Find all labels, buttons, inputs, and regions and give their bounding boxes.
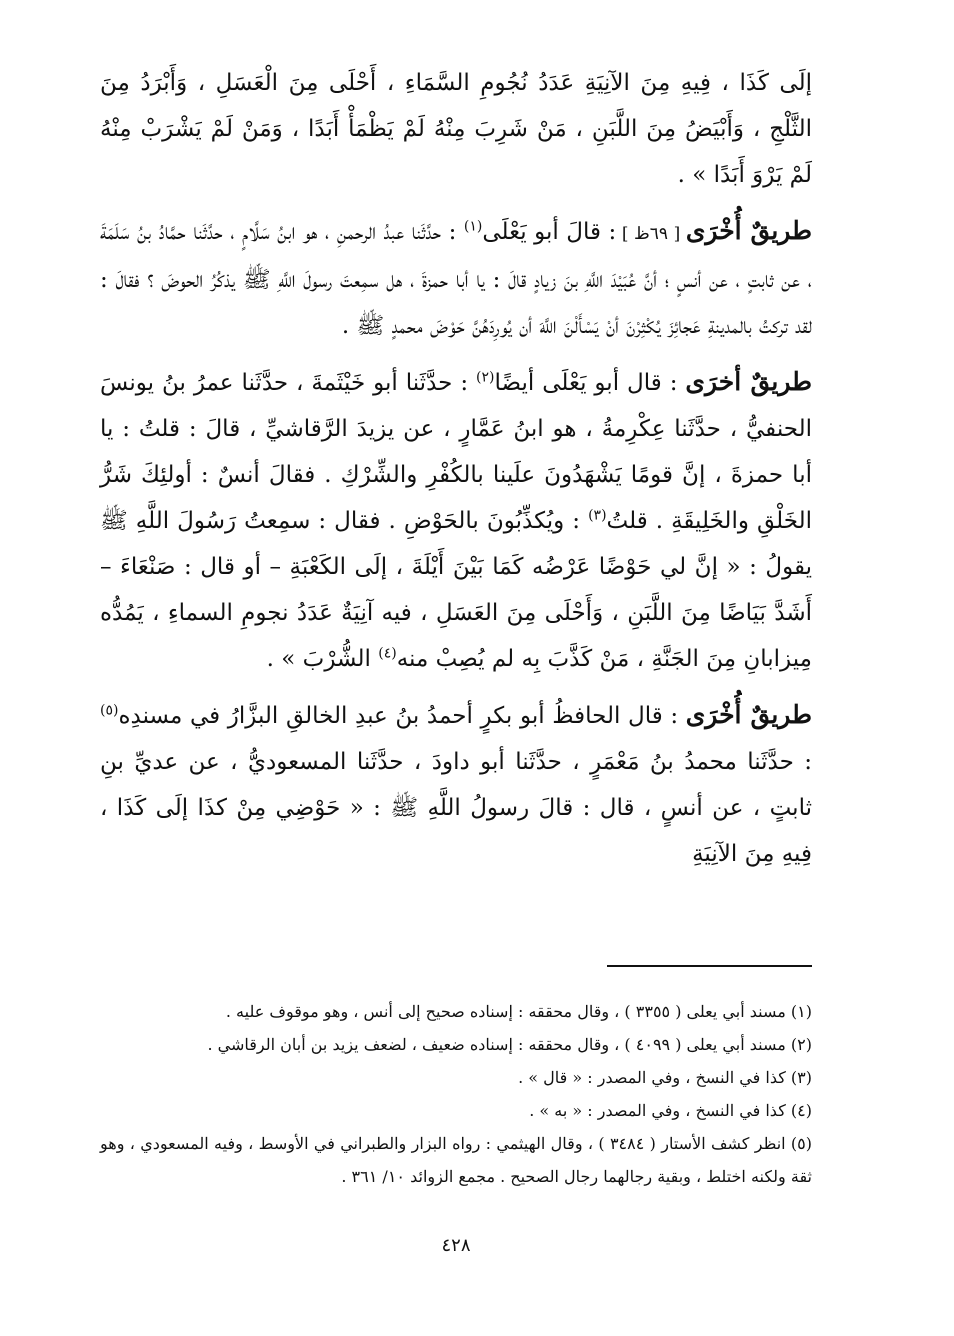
footnote-3: (٣) كذا في النسخ ، وفي المصدر : « قال » . [518, 1068, 812, 1087]
paragraph-3 [100, 359, 812, 682]
footnote-2: (٢) مسند أبي يعلى ( ٤٠٩٩ ) ، وقال محققه : إسناده ضعيف ، لضعف يزيد بن أبان الرقاشي . [207, 1035, 812, 1054]
paragraph-heading: طريقٌ أخرَى [685, 367, 813, 396]
paragraph-text: الشُّرْبَ » . [266, 646, 379, 672]
paragraph-text: : حدَّثَنا أبو خَيْثَمةَ ، حدَّثَنا عمرُ بنُ يونسَ الحنفيُّ ، حدَّثَنا عِكْرِمةُ ، هو ابنُ عَمَّارٍ ، عن يزيدَ الرَّقاشيِّ ، قالَ : قلتُ : يا أبا حمزةَ ، إنَّ قومًا يَشْهَدُونَ علَينا بالكُفْرِ والشِّرْكِ . فقالَ أنسٌ : أولئِكَ شَرُّ الخَلْقِ والخَلِيقَةِ . قلتُ [100, 370, 812, 534]
paragraph-text: : حدَّثَنا عبدُ الرحمنِ ، هو ابنُ سَلَّامٍ ، حدَّثَنا حمَّادُ بنُ سَلَمَةَ ، عن ثابتٍ ، عن أنسٍ ؛ أنَّ عُبَيْدَ اللَّهِ بنَ زيادٍ قالَ : يا أبا حمزةَ ، هل سمِعتَ رسولَ اللَّهِ ﷺ يذكُرُ الحوضَ ؟ فقالَ : لقد تركتُ بالمدينةِ عَجائِزَ يُكْثِرْنَ أنْ يَسْأَلْنَ اللَّهَ أن يُورِدَهُنَّ حَوْضَ محمدٍ ﷺ . [100, 219, 812, 339]
paragraph-text: : قال الحافظُ أبو بكرٍ أحمدُ بنُ عبدِ الخالقِ البزَّارُ في مسندِه [118, 703, 686, 729]
footnote-ref-2[interactable]: (٢) [476, 369, 495, 386]
paragraph-4 [100, 692, 812, 877]
main-text [100, 60, 812, 877]
footnote-ref-1[interactable]: (١) [463, 218, 483, 235]
page-number: ٤٢٨ [441, 1235, 471, 1256]
paragraph-text: : قالَ أبو يَعْلَى [482, 219, 617, 245]
paragraph-2 [100, 208, 812, 349]
footnote-ref-5[interactable]: (٥) [100, 702, 119, 719]
paragraph-heading: طريقٌ أُخْرَى [685, 216, 812, 245]
paragraph-heading: طريقٌ أُخْرَى [685, 700, 813, 729]
paragraph-text: : حدَّثَنا محمدُ بنُ مَعْمَرٍ ، حدَّثَنا أبو داودَ ، حدَّثَنا المسعوديُّ ، عن عديِّ بنِ ثابتٍ ، عن أنسٍ ، قال : قالَ رسولُ اللَّهِ ﷺ : « حَوْضِي مِنْ كذَا إلَى كَذَا ، فِيهِ مِنَ الآنِيَةِ [100, 749, 812, 867]
footnote-4: (٤) كذا في النسخ ، وفي المصدر : « به » . [529, 1101, 812, 1120]
paragraph-1 [100, 60, 812, 198]
footnotes [100, 995, 812, 1193]
paragraph-text: : قال أبو يَعْلَى أيضًا [494, 370, 686, 396]
manuscript-folio-marker: [ ٦٩ظ ] [616, 224, 686, 244]
footnote-ref-4[interactable]: (٤) [378, 645, 397, 662]
footnote-5: (٥) انظر كشف الأستار ( ٣٤٨٤ ) ، وقال الهيثمي : رواه البزار والطبراني في الأوسط ، وفيه المسعودي ، وهو ثقة ولكنه اختلط ، وبقية رجالهما رجال الصحيح . مجمع الزوائد ١٠/ ٣٦١ . [100, 1134, 813, 1186]
footnote-ref-3[interactable]: (٣) [588, 507, 607, 524]
footnote-separator [607, 965, 812, 967]
footnote-1: (١) مسند أبي يعلى ( ٣٣٥٥ ) ، وقال محققه : إسناده صحيح إلى أنس ، وهو موقوف عليه . [225, 1002, 812, 1021]
paragraph-text: إلَى كَذَا ، فِيهِ مِنَ الآنِيَةِ عَدَدُ نُجُومِ السَّمَاءِ ، أَحْلَى مِنَ الْعَسَلِ ، وَأَبْرَدُ مِنَ الثَّلْجِ ، وَأَبْيَضُ مِنَ اللَّبَنِ ، مَنْ شَرِبَ مِنْهُ لَمْ يَظْمَأْ أَبَدًا ، وَمَنْ لَمْ يَشْرَبْ مِنْهُ لَمْ يَرْوَ أَبَدًا » . [100, 70, 812, 188]
paragraph-text: : ويُكذِّبُونَ بالحَوْضِ . فقال : سمِعتُ رَسُولَ اللَّهِ ﷺ يقولُ : « إنَّ لي حَوْضًا عَرْضُه كَمَا بَيْنَ أَيْلَةَ ، إلَى الكَعْبَةِ – أو قال : صَنْعَاءَ – أَشَدَّ بَيَاضًا مِنَ اللَّبَنِ ، وَأَحْلَى مِنَ العَسَلِ ، فيه آنِيَةٌ عَدَدُ نجومِ السماءِ ، يَمُدُّه مِيزابانِ مِنَ الجَنَّةِ ، مَنْ كَذَّبَ بِه لم يُصِبْ منه [100, 508, 812, 672]
book-page [100, 60, 812, 1310]
